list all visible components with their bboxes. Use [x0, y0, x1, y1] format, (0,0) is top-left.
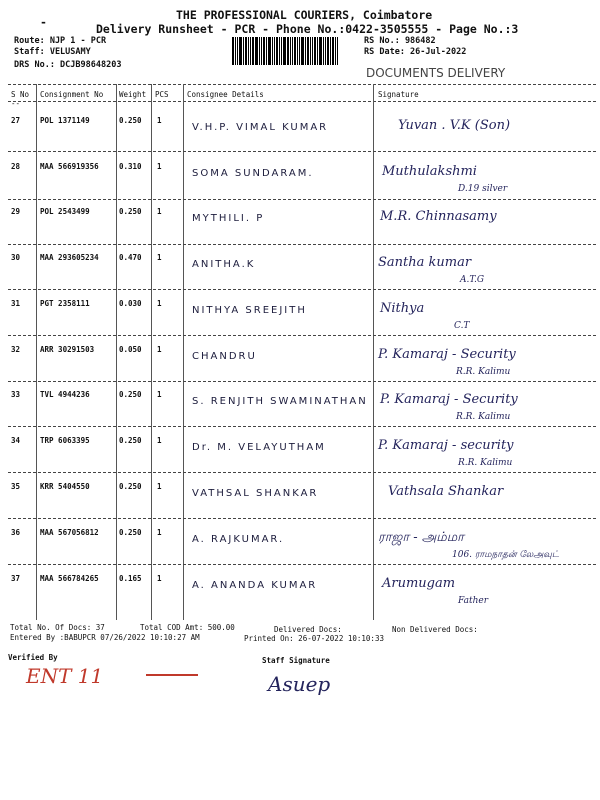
row-signature: P. Kamaraj - Security [378, 347, 516, 362]
row-divider [8, 335, 596, 336]
row-sno: 36 [11, 528, 21, 537]
row-consignment-no: MAA 566784265 [40, 574, 99, 583]
column-header-pcs: PCS [155, 90, 169, 99]
row-sno: 34 [11, 436, 21, 445]
runsheet-title: Delivery Runsheet - PCR - Phone No.:0422-3505555 - Page No.:3 [96, 22, 519, 36]
drs-number: DRS No.: DCJB98648203 [14, 60, 122, 70]
row-signature: Santha kumar [378, 255, 472, 270]
row-signature-note: D.19 silver [458, 184, 508, 194]
header-bottom-rule [8, 101, 596, 102]
row-consignment-no: POL 2543499 [40, 207, 90, 216]
column-header-signature: Signature [378, 90, 419, 99]
row-weight: 0.470 [119, 253, 142, 262]
row-sno: 33 [11, 390, 21, 399]
total-docs: Total No. Of Docs: 37 [10, 623, 105, 632]
printed-on: Printed On: 26-07-2022 10:10:33 [244, 634, 384, 643]
row-signature: M.R. Chinnasamy [380, 209, 497, 224]
row-signature: Muthulakshmi [382, 164, 477, 179]
row-weight: 0.030 [119, 299, 142, 308]
row-signature-note: R.R. Kalimu [458, 458, 513, 468]
column-header-weight: Weight [119, 90, 147, 99]
row-sno: 29 [11, 207, 21, 216]
row-sno: 37 [11, 574, 21, 583]
column-divider [151, 84, 152, 620]
total-cod: Total COD Amt: 500.00 [140, 623, 235, 632]
entered-by: Entered By :BABUPCR 07/26/2022 10:10:27 AM [10, 633, 200, 642]
row-sno: 35 [11, 482, 21, 491]
row-divider [8, 518, 596, 519]
row-consignee: CHANDRU [192, 351, 257, 362]
table-top-rule [8, 84, 596, 85]
staff-signature-mark: Asuep [268, 672, 331, 696]
row-consignee: A. ANANDA KUMAR [192, 580, 318, 591]
row-signature-note: R.R. Kalimu [456, 412, 511, 422]
row-signature-note: R.R. Kalimu [456, 367, 511, 377]
row-consignee: Dr. M. VELAYUTHAM [192, 442, 326, 453]
row-consignee: S. RENJITH SWAMINATHAN [192, 396, 368, 407]
barcode [232, 37, 356, 65]
row-weight: 0.250 [119, 528, 142, 537]
verified-by-mark: ENT 11 [26, 664, 104, 688]
staff-text: Staff: VELUSAMY [14, 47, 91, 57]
row-signature: Yuvan . V.K (Son) [398, 118, 511, 133]
row-consignment-no: PGT 2358111 [40, 299, 90, 308]
row-consignee: MYTHILI. P [192, 213, 265, 224]
row-consignee: ANITHA.K [192, 259, 256, 270]
row-consignee: SOMA SUNDARAM. [192, 168, 314, 179]
row-signature-note: 106. ராமநாதன் லேஅவுட் [452, 550, 560, 560]
delivered-docs: Delivered Docs: [274, 625, 342, 634]
row-sno: 27 [11, 116, 21, 125]
row-consignment-no: MAA 566919356 [40, 162, 99, 171]
row-divider [8, 472, 596, 473]
column-divider [183, 84, 184, 620]
row-divider [8, 244, 596, 245]
route-text: Route: NJP 1 - PCR [14, 36, 107, 46]
row-consignee: A. RAJKUMAR. [192, 534, 285, 545]
column-divider [373, 84, 374, 620]
row-divider [8, 564, 596, 565]
company-name: THE PROFESSIONAL COURIERS, Coimbatore [176, 8, 433, 22]
row-pcs: 1 [157, 390, 162, 399]
column-header-consignment: Consignment No [40, 90, 104, 99]
rs-date: RS Date: 26-Jul-2022 [364, 47, 467, 57]
row-signature: P. Kamaraj - Security [380, 392, 518, 407]
row-weight: 0.050 [119, 345, 142, 354]
row-weight: 0.250 [119, 482, 142, 491]
row-pcs: 1 [157, 299, 162, 308]
row-consignment-no: MAA 293605234 [40, 253, 99, 262]
row-signature: Arumugam [382, 576, 456, 591]
row-pcs: 1 [157, 253, 162, 262]
row-consignment-no: POL 1371149 [40, 116, 90, 125]
row-signature-note: A.T.G [460, 275, 485, 285]
row-signature-note: C.T [454, 321, 470, 331]
row-sno: 31 [11, 299, 21, 308]
row-divider [8, 289, 596, 290]
row-consignment-no: KRR 5404550 [40, 482, 90, 491]
row-consignee: V.H.P. VIMAL KUMAR [192, 122, 329, 133]
row-pcs: 1 [157, 436, 162, 445]
row-signature: Vathsala Shankar [388, 484, 504, 499]
row-consignment-no: TRP 6063395 [40, 436, 90, 445]
column-header-sno: S No [11, 90, 30, 99]
row-weight: 0.165 [119, 574, 142, 583]
row-weight: 0.310 [119, 162, 142, 171]
row-sno: 28 [11, 162, 21, 171]
red-pen-stroke [146, 674, 198, 676]
row-consignment-no: MAA 567056812 [40, 528, 99, 537]
verified-by-label: Verified By [8, 653, 58, 662]
row-pcs: 1 [157, 116, 162, 125]
non-delivered-docs: Non Delivered Docs: [392, 625, 478, 634]
row-pcs: 1 [157, 207, 162, 216]
staff-signature-label: Staff Signature [262, 656, 330, 665]
row-pcs: 1 [157, 528, 162, 537]
row-consignee: NITHYA SREEJITH [192, 305, 307, 316]
column-header-consignee: Consignee Details [187, 90, 264, 99]
row-pcs: 1 [157, 345, 162, 354]
documents-delivery-stamp: DOCUMENTS DELIVERY [366, 66, 506, 80]
column-divider [116, 84, 117, 620]
row-weight: 0.250 [119, 116, 142, 125]
row-signature-note: Father [458, 596, 489, 606]
row-signature: P. Kamaraj - security [378, 438, 514, 453]
row-divider [8, 381, 596, 382]
row-sno: 30 [11, 253, 21, 262]
row-divider [8, 151, 596, 152]
row-divider [8, 426, 596, 427]
column-divider [36, 84, 37, 620]
row-weight: 0.250 [119, 207, 142, 216]
row-consignment-no: TVL 4944236 [40, 390, 90, 399]
row-pcs: 1 [157, 482, 162, 491]
row-signature: Nithya [380, 301, 425, 316]
row-signature: ராஜா - அம்மா [378, 530, 464, 545]
row-pcs: 1 [157, 162, 162, 171]
row-consignee: VATHSAL SHANKAR [192, 488, 319, 499]
header-dash: - [40, 15, 47, 29]
row-divider [8, 199, 596, 200]
row-weight: 0.250 [119, 390, 142, 399]
rs-number: RS No.: 986482 [364, 36, 436, 46]
row-consignment-no: ARR 30291503 [40, 345, 95, 354]
row-weight: 0.250 [119, 436, 142, 445]
row-sno: 32 [11, 345, 21, 354]
row-pcs: 1 [157, 574, 162, 583]
